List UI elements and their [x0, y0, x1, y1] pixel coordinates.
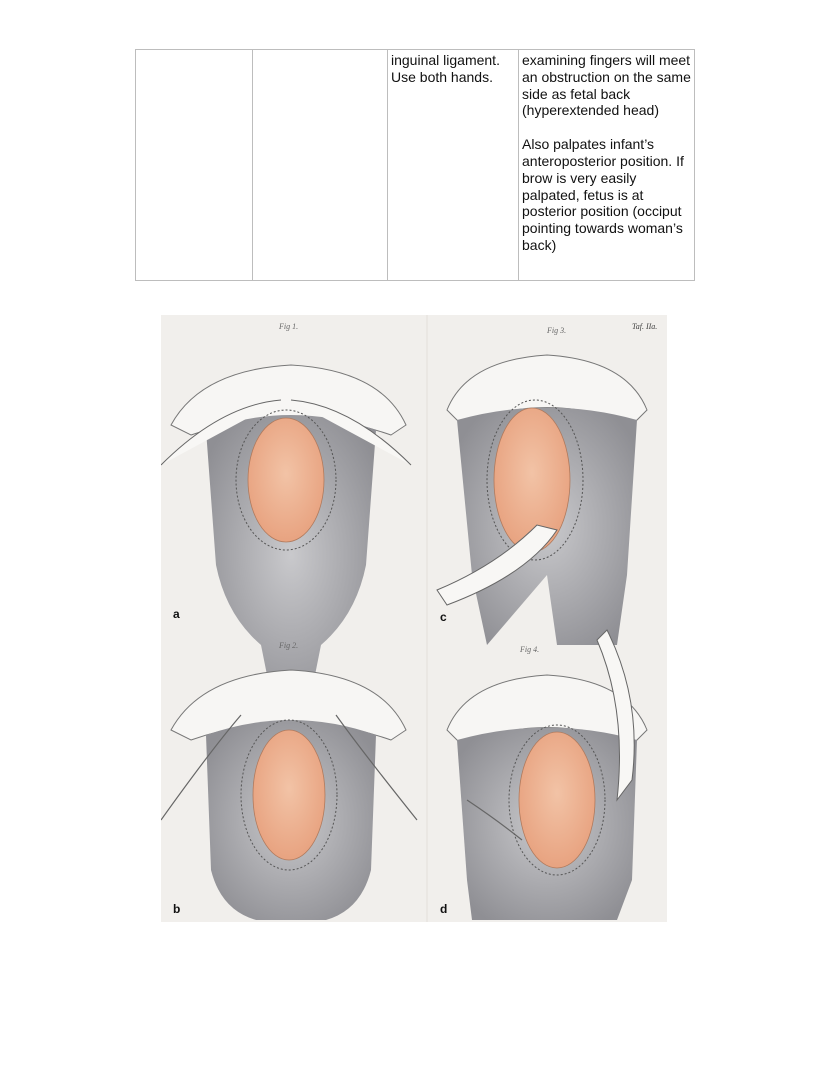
panel-letter: c	[440, 610, 447, 624]
leopold-maneuvers-illustration	[161, 315, 667, 922]
table-cell-technique	[388, 50, 519, 281]
panel-letter: b	[173, 902, 181, 916]
fig-label: Fig 3.	[547, 326, 567, 335]
panel-a	[161, 322, 411, 695]
cell-paragraph: inguinal ligament. Use both hands.	[391, 52, 500, 85]
cell-paragraph: examining fingers will meet an obstruction on the same side as fetal back (hyperextended head)	[522, 52, 691, 119]
fig-label: Fig 1.	[279, 322, 299, 331]
panel-letter: d	[440, 902, 448, 916]
panel-d	[440, 630, 647, 920]
panel-c	[437, 322, 657, 645]
panel-b	[161, 641, 417, 920]
table-cell-col2	[253, 50, 388, 281]
cell-paragraph: Also palpates infant’s anteroposterior position. If brow is very easily palpated, fetus is at posterior position (occiput pointing towards woman’s back)	[522, 136, 684, 253]
panel-letter: a	[173, 607, 180, 621]
fig-label: Fig 4.	[520, 645, 540, 654]
table-row	[136, 50, 695, 281]
table-cell-col1	[136, 50, 253, 281]
fig-label: Fig 2.	[279, 641, 299, 650]
table-cell-findings	[519, 50, 695, 281]
plate-label: Taf. IIa.	[632, 322, 658, 331]
palpation-table	[135, 49, 695, 281]
